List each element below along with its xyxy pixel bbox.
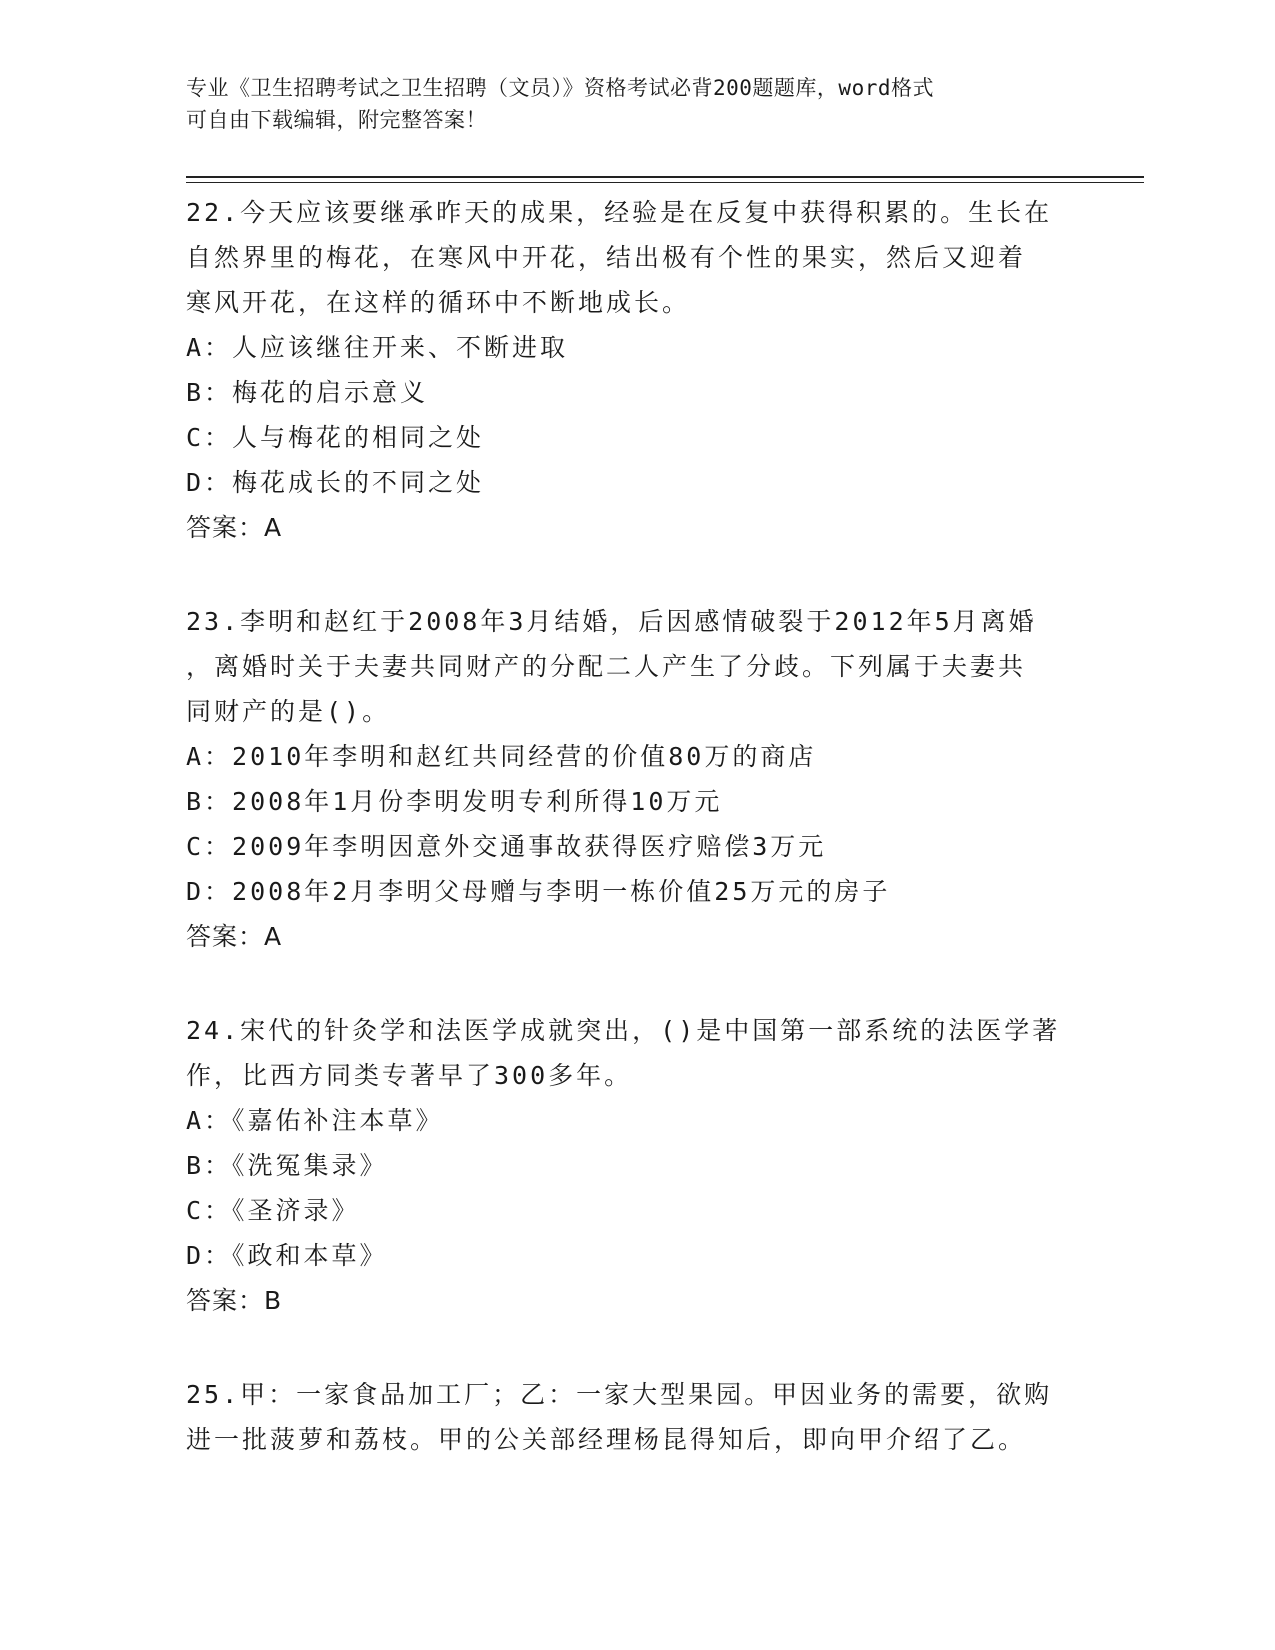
option-b: B：2008年1月份李明发明专利所得10万元 bbox=[186, 787, 723, 816]
option-b: B：梅花的启示意义 bbox=[186, 378, 429, 407]
header-line-2: 可自由下载编辑，附完整答案！ bbox=[186, 108, 487, 132]
stem-line: 24.宋代的针灸学和法医学成就突出，()是中国第一部系统的法医学著 bbox=[186, 1016, 1061, 1045]
answer-label: 答案： bbox=[186, 922, 265, 951]
question-stem bbox=[186, 1372, 1086, 1462]
header-divider-thin bbox=[186, 182, 1144, 183]
stem-line: 作，比西方同类专著早了300多年。 bbox=[186, 1061, 633, 1090]
option-c: C：人与梅花的相同之处 bbox=[186, 423, 485, 452]
answer-line bbox=[186, 1278, 1086, 1323]
option-d: D：《政和本草》 bbox=[186, 1241, 388, 1270]
option-b: B：《洗冤集录》 bbox=[186, 1151, 388, 1180]
option-a: A：2010年李明和赵红共同经营的价值80万的商店 bbox=[186, 742, 817, 771]
answer-line bbox=[186, 914, 1086, 959]
question-25 bbox=[186, 1372, 1086, 1462]
header-line-1: 专业《卫生招聘考试之卫生招聘（文员）》资格考试必背200题题库，word格式 bbox=[186, 76, 934, 100]
option-c: C：2009年李明因意外交通事故获得医疗赔偿3万元 bbox=[186, 832, 827, 861]
stem-line: 寒风开花，在这样的循环中不断地成长。 bbox=[186, 288, 691, 317]
stem-line: 进一批菠萝和荔枝。甲的公关部经理杨昆得知后，即向甲介绍了乙。 bbox=[186, 1425, 1027, 1454]
stem-line: 22.今天应该要继承昨天的成果，经验是在反复中获得积累的。生长在 bbox=[186, 198, 1053, 227]
option-d: D：2008年2月李明父母赠与李明一栋价值25万元的房子 bbox=[186, 877, 891, 906]
question-24 bbox=[186, 1008, 1086, 1323]
document-header bbox=[186, 72, 1066, 136]
header-divider-thick bbox=[186, 176, 1144, 178]
stem-line: 25.甲：一家食品加工厂；乙：一家大型果园。甲因业务的需要，欲购 bbox=[186, 1380, 1053, 1409]
stem-line: 同财产的是()。 bbox=[186, 697, 391, 726]
stem-line: 23.李明和赵红于2008年3月结婚，后因感情破裂于2012年5月离婚 bbox=[186, 607, 1037, 636]
question-22 bbox=[186, 190, 1086, 550]
option-d: D：梅花成长的不同之处 bbox=[186, 468, 485, 497]
option-a: A：人应该继往开来、不断进取 bbox=[186, 333, 569, 362]
stem-line: ，离婚时关于夫妻共同财产的分配二人产生了分歧。下列属于夫妻共 bbox=[186, 652, 1027, 681]
answer-value: B bbox=[264, 1286, 283, 1315]
option-a: A：《嘉佑补注本草》 bbox=[186, 1106, 444, 1135]
option-c: C：《圣济录》 bbox=[186, 1196, 360, 1225]
question-list bbox=[186, 190, 1086, 1511]
question-stem bbox=[186, 1008, 1086, 1098]
question-stem bbox=[186, 599, 1086, 734]
answer-value: A bbox=[264, 922, 283, 951]
stem-line: 自然界里的梅花，在寒风中开花，结出极有个性的果实，然后又迎着 bbox=[186, 243, 1027, 272]
answer-line bbox=[186, 505, 1086, 550]
answer-label: 答案： bbox=[186, 513, 265, 542]
question-stem bbox=[186, 190, 1086, 325]
question-23 bbox=[186, 599, 1086, 959]
answer-label: 答案： bbox=[186, 1286, 265, 1315]
answer-value: A bbox=[264, 513, 283, 542]
